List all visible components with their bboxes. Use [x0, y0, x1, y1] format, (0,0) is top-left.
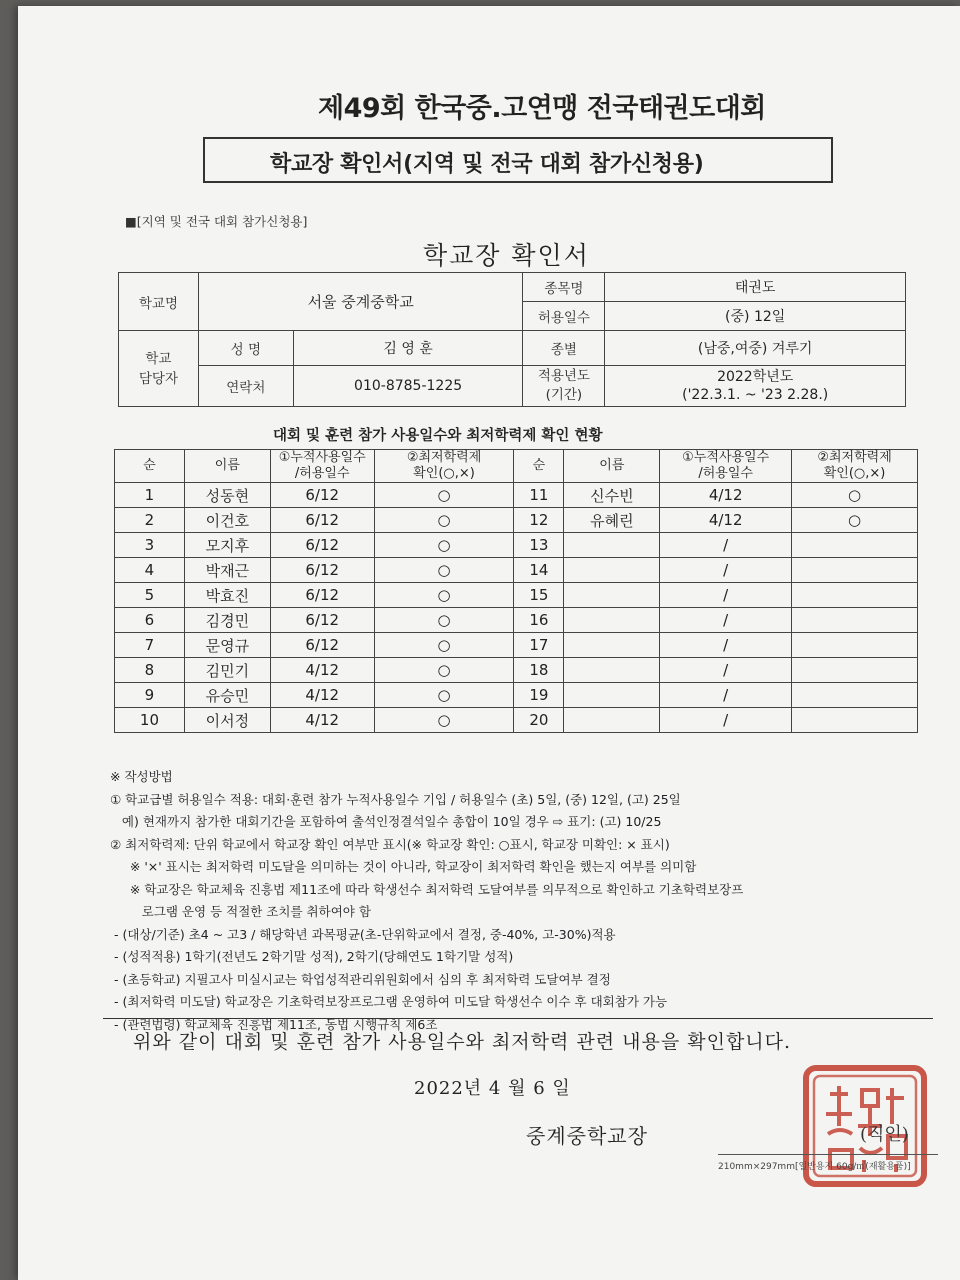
year-label: 적용년도 (기간) [523, 366, 605, 407]
cell-check: ○ [374, 583, 514, 608]
year-cell [605, 366, 906, 407]
cell-name [564, 583, 660, 608]
cell-no: 15 [514, 583, 564, 608]
note-line: - (초등학교) 지필고사 미실시교는 학업성적관리위원회에서 심의 후 최저학력 도달여부 결정 [110, 971, 611, 987]
note-line: ② 최저학력제: 단위 학교에서 학교장 확인 여부만 표시(※ 학교장 확인: ○표시, 학교장 미확인: × 표시) [110, 836, 670, 852]
cell-days: / [660, 708, 792, 733]
cell-days: 6/12 [270, 583, 374, 608]
period-value: ('22.3.1. ~ '23 2.28.) [682, 387, 829, 403]
cell-no: 5 [115, 583, 185, 608]
note-line: - (대상/기준) 초4 ~ 고3 / 해당학년 과목평균(초-단위학교에서 결정, 중-40%, 고-30%)적용 [110, 926, 616, 942]
cell-check: ○ [374, 508, 514, 533]
table-row [115, 508, 918, 533]
cell-check [792, 658, 918, 683]
cell-name: 유승민 [184, 683, 270, 708]
cell-check: ○ [374, 533, 514, 558]
cell-check: ○ [374, 558, 514, 583]
table-row [115, 533, 918, 558]
category-value: (남중,여중) 겨루기 [605, 331, 906, 366]
cell-no: 16 [514, 608, 564, 633]
cell-check: ○ [792, 508, 918, 533]
header-no-left: 순 [115, 450, 185, 483]
cell-no: 3 [115, 533, 185, 558]
cell-days: 4/12 [270, 658, 374, 683]
header-days-right: ①누적사용일수 /허용일수 [660, 450, 792, 483]
event-value: 태권도 [605, 273, 906, 302]
contact-value: 010-8785-1225 [293, 366, 523, 407]
cell-no: 13 [514, 533, 564, 558]
cell-no: 12 [514, 508, 564, 533]
cell-name: 김경민 [184, 608, 270, 633]
cell-days: 6/12 [270, 608, 374, 633]
cell-no: 8 [115, 658, 185, 683]
cell-name [564, 708, 660, 733]
cell-days: / [660, 633, 792, 658]
table-row [115, 608, 918, 633]
manager-label: 학교 담당자 [119, 331, 199, 407]
cell-no: 20 [514, 708, 564, 733]
cell-check: ○ [374, 483, 514, 508]
cell-no: 7 [115, 633, 185, 658]
cell-days: 6/12 [270, 483, 374, 508]
cell-check [792, 608, 918, 633]
school-name-value: 서울 중계중학교 [198, 273, 523, 331]
cell-name [564, 558, 660, 583]
cell-name [564, 608, 660, 633]
divider [103, 1018, 933, 1019]
name-value: 김 영 훈 [293, 331, 523, 366]
cell-name [564, 683, 660, 708]
header-check-right: ②최저학력제 확인(○,×) [792, 450, 918, 483]
seal-label: (직인) [860, 1124, 909, 1145]
cell-check: ○ [374, 658, 514, 683]
cell-no: 18 [514, 658, 564, 683]
footnote-rule [718, 1154, 938, 1155]
note-line: 예) 현재까지 참가한 대회기간을 포함하여 출석인정결석일수 총합이 10일 경우 ⇨ 표기: (고) 10/25 [110, 814, 662, 829]
table-row [115, 583, 918, 608]
cell-no: 19 [514, 683, 564, 708]
cell-name [564, 658, 660, 683]
cell-check: ○ [374, 633, 514, 658]
document-header-title: 제49회 한국중.고연맹 전국태권도대회 [318, 93, 766, 124]
roster-heading: 대회 및 훈련 참가 사용일수와 최저학력제 확인 현황 [273, 428, 603, 444]
note-line: ① 학교급별 허용일수 적용: 대회·훈련 참가 누적사용일수 기입 / 허용일수 (초) 5일, (중) 12일, (고) 25일 [110, 791, 681, 807]
cell-name: 박효진 [184, 583, 270, 608]
cell-no: 14 [514, 558, 564, 583]
year-value: 2022학년도 [717, 369, 794, 385]
cell-no: 9 [115, 683, 185, 708]
cell-no: 17 [514, 633, 564, 658]
roster-table [114, 449, 918, 733]
cell-check [792, 683, 918, 708]
header-name-right: 이름 [564, 450, 660, 483]
category-label: 종별 [523, 331, 605, 366]
table-row [115, 683, 918, 708]
allow-days-value: (중) 12일 [605, 302, 906, 331]
paper-size-footnote: 210mm×297mm[일반용지 60g/㎡(재활용품)] [718, 1162, 911, 1172]
table-row [115, 658, 918, 683]
section-label: ■[지역 및 전국 대회 참가신청용] [125, 214, 308, 229]
cell-name: 문영규 [184, 633, 270, 658]
cell-days: / [660, 608, 792, 633]
confirmation-text: 위와 같이 대회 및 훈련 참가 사용일수와 최저학력 관련 내용을 확인합니다. [133, 1031, 792, 1053]
document-subtitle: 학교장 확인서(지역 및 전국 대회 참가신청용) [270, 152, 704, 177]
cell-days: 6/12 [270, 508, 374, 533]
cell-name: 신수빈 [564, 483, 660, 508]
cell-no: 6 [115, 608, 185, 633]
cell-days: 6/12 [270, 533, 374, 558]
document-page [18, 6, 960, 1280]
cell-check [792, 708, 918, 733]
note-line: ※ '×' 표시는 최저학력 미도달을 의미하는 것이 아니라, 학교장이 최저학력 확인을 했는지 여부를 의미함 [110, 859, 697, 874]
header-days-left: ①누적사용일수 /허용일수 [270, 450, 374, 483]
cell-days: 4/12 [270, 708, 374, 733]
event-label: 종목명 [523, 273, 605, 302]
contact-label: 연락처 [198, 366, 293, 407]
note-line: - (성적적용) 1학기(전년도 2학기말 성적), 2학기(당해연도 1학기말 성적) [110, 949, 514, 964]
cell-no: 1 [115, 483, 185, 508]
cell-check [792, 558, 918, 583]
cell-name: 성동현 [184, 483, 270, 508]
cell-name: 이건호 [184, 508, 270, 533]
cell-days: / [660, 583, 792, 608]
principal-title: 중계중학교장 [526, 1124, 648, 1148]
cell-days: 4/12 [660, 483, 792, 508]
cell-days: / [660, 558, 792, 583]
note-line: 로그램 운영 등 적절한 조치를 취하여야 함 [110, 904, 371, 919]
cell-days: 6/12 [270, 633, 374, 658]
school-info-table [118, 272, 906, 407]
cell-days: 4/12 [270, 683, 374, 708]
cell-days: 6/12 [270, 558, 374, 583]
table-row [115, 558, 918, 583]
header-name-left: 이름 [184, 450, 270, 483]
cell-days: 4/12 [660, 508, 792, 533]
note-line: ※ 학교장은 학교체육 진흥법 제11조에 따라 학생선수 최저학력 도달여부를 의무적으로 확인하고 기초학력보장프 [110, 881, 744, 897]
name-label: 성 명 [198, 331, 293, 366]
instructions [110, 766, 910, 1036]
cell-check [792, 583, 918, 608]
cell-name: 박재근 [184, 558, 270, 583]
cell-no: 4 [115, 558, 185, 583]
note-line: - (관련법령) 학교체육 진흥법 제11조, 동법 시행규칙 제6조 [110, 1016, 438, 1032]
cell-days: / [660, 533, 792, 558]
cell-check [792, 533, 918, 558]
allow-days-label: 허용일수 [523, 302, 605, 331]
roster-header-row [115, 450, 918, 483]
cell-name: 유혜린 [564, 508, 660, 533]
note-line: ※ 작성방법 [110, 769, 173, 784]
cell-days: / [660, 683, 792, 708]
school-name-label: 학교명 [119, 273, 199, 331]
cell-name: 이서정 [184, 708, 270, 733]
cell-check: ○ [374, 683, 514, 708]
form-title: 학교장 확인서 [423, 241, 590, 270]
issue-date: 2022년 4 월 6 일 [414, 1078, 571, 1099]
cell-no: 11 [514, 483, 564, 508]
cell-no: 10 [115, 708, 185, 733]
cell-days: / [660, 658, 792, 683]
table-row [115, 483, 918, 508]
cell-check: ○ [374, 608, 514, 633]
cell-name [564, 533, 660, 558]
cell-check: ○ [374, 708, 514, 733]
header-check-left: ②최저학력제 확인(○,×) [374, 450, 514, 483]
note-line: - (최저학력 미도달) 학교장은 기초학력보장프로그램 운영하여 미도달 학생선수 이수 후 대회참가 가능 [110, 994, 668, 1009]
table-row [115, 708, 918, 733]
cell-check [792, 633, 918, 658]
table-row [115, 633, 918, 658]
cell-name [564, 633, 660, 658]
cell-name: 모지후 [184, 533, 270, 558]
cell-name: 김민기 [184, 658, 270, 683]
cell-no: 2 [115, 508, 185, 533]
cell-check: ○ [792, 483, 918, 508]
header-no-right: 순 [514, 450, 564, 483]
